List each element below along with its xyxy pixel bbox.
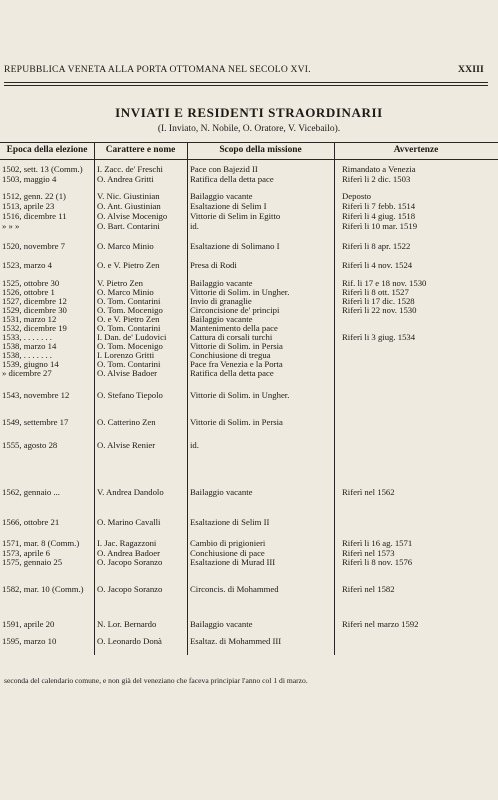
row-name: O. Stefano Tiepolo — [97, 390, 163, 400]
row-name: O. Andrea Badoer — [97, 548, 160, 558]
row-date: 1526, ottobre 1 — [2, 287, 55, 297]
row-name: V. Andrea Dandolo — [97, 487, 164, 497]
row-avvertenze: Rimandato a Venezia — [342, 164, 416, 174]
row-name: O. Ant. Giustinian — [97, 201, 161, 211]
row-date: 1582, mar. 10 (Comm.) — [2, 584, 84, 594]
row-avvertenze: Riferì li 17 dic. 1528 — [342, 296, 415, 306]
row-date: 1503, maggio 4 — [2, 174, 57, 184]
table-top-rule — [0, 142, 498, 143]
abbreviation-legend: (I. Inviato, N. Nobile, O. Oratore, V. Vicebailo). — [157, 124, 341, 134]
row-scopo: Pace fra Venezia e la Porta — [190, 359, 283, 369]
row-scopo: Circoncis. di Mohammed — [190, 584, 279, 594]
row-date: 1571, mar. 8 (Comm.) — [2, 538, 80, 548]
row-date: » dicembre 27 — [2, 368, 52, 378]
table-row — [0, 260, 498, 271]
row-date: 1502, sett. 13 (Comm.) — [2, 164, 83, 174]
table-row — [0, 221, 498, 232]
row-name: O. e V. Pietro Zen — [97, 314, 160, 324]
row-date: » » » — [2, 221, 20, 231]
row-name: I. Lorenzo Gritti — [97, 350, 155, 360]
row-avvertenze: Riferì li 10 mar. 1519 — [342, 221, 418, 231]
header-rule-thin — [4, 85, 488, 86]
row-date: 1575, gennaio 25 — [2, 557, 63, 567]
row-name: O. Tom. Mocenigo — [97, 341, 163, 351]
row-scopo: Bailaggio vacante — [190, 191, 253, 201]
row-name: O. Tom. Contarini — [97, 359, 161, 369]
row-name: O. Bart. Contarini — [97, 221, 160, 231]
row-scopo: Mantenimento della pace — [190, 323, 278, 333]
table-row — [0, 368, 498, 379]
row-avvertenze: Riferì li 4 giug. 1518 — [342, 211, 416, 221]
row-scopo: Vittorie di Solim. in Ungher. — [190, 390, 290, 400]
row-date: 1591, aprile 20 — [2, 619, 55, 629]
row-name: O. Marco Minio — [97, 241, 154, 251]
row-scopo: Ratifica della detta pace — [190, 174, 274, 184]
row-name: O. Jacopo Soranzo — [97, 584, 163, 594]
row-date: 1539, giugno 14 — [2, 359, 59, 369]
row-scopo: Conchiusione di pace — [190, 548, 265, 558]
footnote: seconda del calendario comune, e non già del veneziano che faceva principiar l'anno col 1 di marzo. — [4, 676, 308, 685]
row-avvertenze: Riferì li 16 ag. 1571 — [342, 538, 413, 548]
table-row — [0, 390, 498, 401]
row-date: 1538, . . . . . . . — [2, 350, 52, 360]
row-name: V. Nic. Giustinian — [97, 191, 160, 201]
row-scopo: id. — [190, 221, 199, 231]
row-scopo: Circoncisione de' principi — [190, 305, 280, 315]
row-date: 1520, novembre 7 — [2, 241, 65, 251]
row-date: 1531, marzo 12 — [2, 314, 57, 324]
row-name: O. Tom. Contarini — [97, 296, 161, 306]
table-row — [0, 174, 498, 185]
row-name: O. Marino Cavalli — [97, 517, 161, 527]
row-avvertenze: Riferì li 7 febb. 1514 — [342, 201, 416, 211]
row-date: 1555, agosto 28 — [2, 440, 58, 450]
row-name: O. Alvise Mocenigo — [97, 211, 168, 221]
row-scopo: Esaltazione di Solimano I — [190, 241, 280, 251]
row-name: O. Catterino Zen — [97, 417, 156, 427]
row-date: 1562, gennaio ... — [2, 487, 60, 497]
row-avvertenze: Riferì li 22 nov. 1530 — [342, 305, 417, 315]
table-row — [0, 557, 498, 568]
row-scopo: Bailaggio vacante — [190, 619, 253, 629]
table-row — [0, 517, 498, 528]
row-date: 1549, settembre 17 — [2, 417, 69, 427]
row-name: N. Lor. Bernardo — [97, 619, 157, 629]
row-scopo: Invio di granaglie — [190, 296, 252, 306]
row-date: 1566, ottobre 21 — [2, 517, 60, 527]
row-scopo: Esaltazione di Selim I — [190, 201, 267, 211]
column-header-epoca: Epoca della elezione — [6, 145, 88, 155]
row-avvertenze: Riferì li 8 ott. 1527 — [342, 287, 409, 297]
table-row — [0, 241, 498, 252]
table-row — [0, 619, 498, 630]
row-date: 1512, genn. 22 (1) — [2, 191, 66, 201]
row-scopo: Presa di Rodi — [190, 260, 237, 270]
running-head — [4, 64, 484, 78]
row-avvertenze: Riferì li 8 nov. 1576 — [342, 557, 413, 567]
row-scopo: Cambio di prigionieri — [190, 538, 266, 548]
row-scopo: Bailaggio vacante — [190, 487, 253, 497]
row-date: 1573, aprile 6 — [2, 548, 51, 558]
row-scopo: Vittorie di Solim. in Persia — [190, 417, 283, 427]
row-date: 1527, dicembre 12 — [2, 296, 67, 306]
row-avvertenze: Riferì li 8 apr. 1522 — [342, 241, 411, 251]
row-date: 1533, . . . . . . . — [2, 332, 52, 342]
column-header-avvertenze: Avvertenze — [393, 145, 439, 155]
row-scopo: Cattura di corsali turchi — [190, 332, 273, 342]
table-row — [0, 440, 498, 451]
row-date: 1516, dicembre 11 — [2, 211, 67, 221]
row-avvertenze: Riferì nel 1562 — [342, 487, 395, 497]
row-name: O. Jacopo Soranzo — [97, 557, 163, 567]
row-date: 1532, dicembre 19 — [2, 323, 67, 333]
row-avvertenze: Rif. li 17 e 18 nov. 1530 — [342, 278, 427, 288]
row-date: 1595, marzo 10 — [2, 636, 57, 646]
row-name: V. Pietro Zen — [97, 278, 143, 288]
row-name: O. e V. Pietro Zen — [97, 260, 160, 270]
row-name: O. Tom. Contarini — [97, 323, 161, 333]
row-date: 1529, dicembre 30 — [2, 305, 67, 315]
header-rule — [4, 82, 488, 83]
row-avvertenze: Riferì li 4 nov. 1524 — [342, 260, 413, 270]
row-scopo: Vittorie di Solim. in Persia — [190, 341, 283, 351]
row-scopo: Conchiusione di tregua — [190, 350, 271, 360]
row-date: 1538, marzo 14 — [2, 341, 57, 351]
row-scopo: Esaltazione di Murad III — [190, 557, 276, 567]
row-avvertenze: Riferì nel marzo 1592 — [342, 619, 419, 629]
row-avvertenze: Riferì nel 1573 — [342, 548, 395, 558]
table-row — [0, 487, 498, 498]
row-scopo: Esaltaz. di Mohammed III — [190, 636, 282, 646]
row-avvertenze: Riferì li 3 giug. 1534 — [342, 332, 416, 342]
row-date: 1523, marzo 4 — [2, 260, 52, 270]
row-name: O. Andrea Gritti — [97, 174, 154, 184]
table-row — [0, 417, 498, 428]
row-scopo: Vittorie di Solim. in Ungher. — [190, 287, 290, 297]
row-date: 1543, novembre 12 — [2, 390, 70, 400]
row-date: 1525, ottobre 30 — [2, 278, 60, 288]
row-name: I. Dan. de' Ludovici — [97, 332, 167, 342]
row-scopo: Bailaggio vacante — [190, 278, 253, 288]
column-header-scopo: Scopo della missione — [219, 145, 302, 155]
row-scopo: Vittorie di Selim in Egitto — [190, 211, 281, 221]
row-scopo: Bailaggio vacante — [190, 314, 253, 324]
row-name: I. Zacc. de' Freschi — [97, 164, 163, 174]
envoys-table — [0, 139, 498, 659]
row-scopo: Ratifica della detta pace — [190, 368, 274, 378]
row-avvertenze: Riferì li 2 dic. 1503 — [342, 174, 411, 184]
row-name: O. Leonardo Donà — [97, 636, 162, 646]
row-name: O. Tom. Mocenigo — [97, 305, 163, 315]
column-header-carattere: Carattere e nome — [105, 145, 176, 155]
row-name: O. Alvise Badoer — [97, 368, 158, 378]
section-title: INVIATI E RESIDENTI STRAORDINARII — [115, 105, 383, 120]
page-number: XXIII — [457, 64, 484, 75]
row-name: O. Marco Minio — [97, 287, 154, 297]
running-head-title: REPUBBLICA VENETA ALLA PORTA OTTOMANA NEL SECOLO XVI. — [4, 64, 311, 75]
row-date: 1513, aprile 23 — [2, 201, 55, 211]
table-header-rule — [0, 159, 498, 160]
row-scopo: id. — [190, 440, 199, 450]
row-name: O. Alvise Renier — [97, 440, 156, 450]
row-avvertenze: Riferì nel 1582 — [342, 584, 395, 594]
row-avvertenze: Deposto — [342, 191, 371, 201]
table-row — [0, 636, 498, 647]
row-scopo: Pace con Bajezid II — [190, 164, 258, 174]
row-scopo: Esaltazione di Selim II — [190, 517, 270, 527]
row-name: I. Jac. Ragazzoni — [97, 538, 157, 548]
table-row — [0, 584, 498, 595]
